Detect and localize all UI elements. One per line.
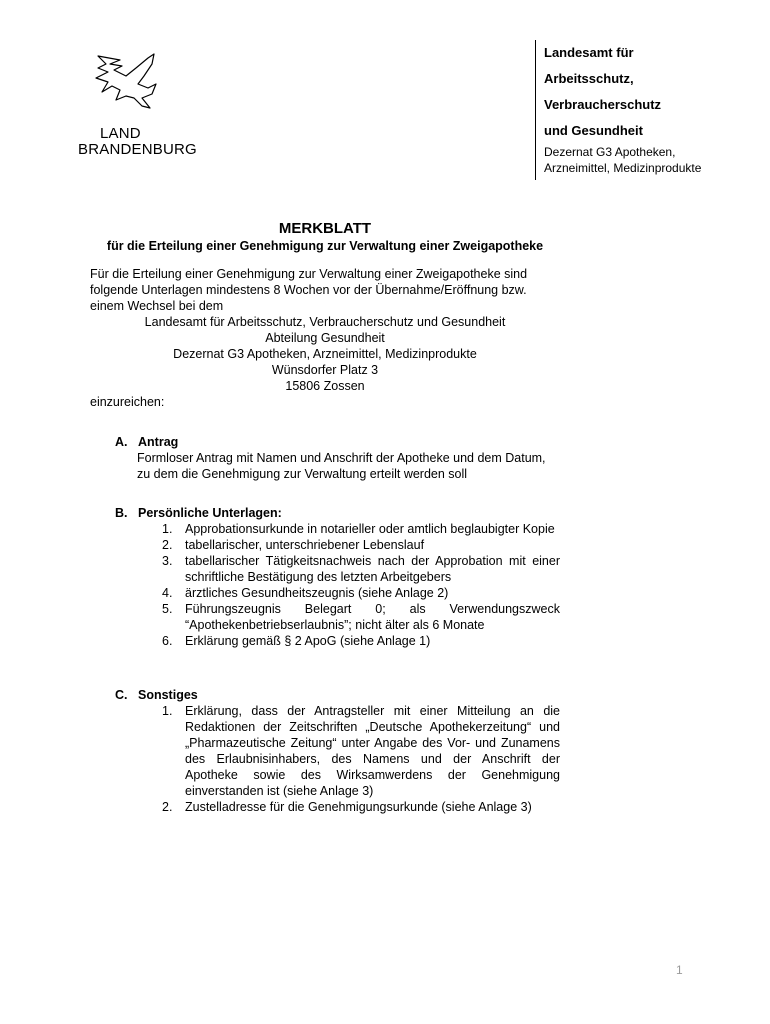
address-line: Landesamt für Arbeitsschutz, Verbraucherschutz und Gesundheit (144, 315, 506, 329)
sender-dezernat: Dezernat G3 Apotheken, (544, 145, 676, 159)
item-text: tabellarischer, unterschriebener Lebenslauf (185, 538, 425, 552)
item-number: 6. (162, 634, 173, 648)
sender-dezernat: Arzneimittel, Medizinprodukte (544, 161, 702, 175)
section-letter: A. (115, 435, 128, 449)
list-item (90, 799, 560, 815)
authority-address (90, 314, 560, 394)
item-number: 2. (162, 800, 173, 814)
page-number: 1 (676, 963, 683, 977)
item-number: 4. (162, 586, 173, 600)
intro-paragraph: Für die Erteilung einer Genehmigung zur Verwaltung einer Zweigapotheke sind folgende Unterlagen mindestens 8 Wochen vor der Übernahme/Eröffnung bzw. einem Wechsel bei dem (90, 267, 528, 313)
item-number: 1. (162, 704, 173, 718)
outro-paragraph: einzureichen: (90, 395, 165, 409)
section-b (90, 505, 560, 649)
item-text: ärztliches Gesundheitszeugnis (siehe Anlage 2) (185, 586, 449, 600)
document-title-block (90, 220, 560, 254)
section-heading: Sonstiges (138, 688, 198, 702)
list-item (90, 553, 560, 585)
list-item (90, 633, 560, 649)
sender-line: Arbeitsschutz, (544, 71, 634, 86)
section-letter: C. (115, 688, 128, 702)
item-text: tabellarischer Tätigkeitsnachweis nach der Approbation mit einer schriftliche Bestätigung des letzten Arbeitgebers (185, 554, 560, 584)
item-number: 2. (162, 538, 173, 552)
item-number: 1. (162, 522, 173, 536)
item-number: 5. (162, 602, 173, 616)
land-brandenburg-logo (78, 50, 218, 158)
address-line: Abteilung Gesundheit (265, 331, 385, 345)
section-a (90, 434, 560, 482)
section-letter: B. (115, 506, 128, 520)
sender-line: Landesamt für (544, 45, 634, 60)
item-text: Erklärung gemäß § 2 ApoG (siehe Anlage 1) (185, 634, 431, 648)
list-item (90, 703, 560, 799)
sender-block (535, 40, 755, 180)
item-text: Erklärung, dass der Antragsteller mit einer Mitteilung an die Redaktionen der Zeitschriften „Deutsche Apothekerzeitung“ und „Pharmazeutische Zeitung“ unter Angabe des Vor- und Zunamens des Erlaubnisinhabers, des Namens und der Anschrift der Apotheke sowie des Wirksamwerdens der Genehmigung einverstanden ist (siehe Anlage 3) (185, 704, 560, 798)
address-line: 15806 Zossen (285, 379, 365, 393)
list-item (90, 537, 560, 553)
sender-line: und Gesundheit (544, 123, 643, 138)
list-item (90, 521, 560, 537)
list-item (90, 585, 560, 601)
sender-line: Verbraucherschutz (544, 97, 662, 112)
item-text: Zustelladresse für die Genehmigungsurkunde (siehe Anlage 3) (185, 800, 532, 814)
list-item (90, 601, 560, 633)
logo-text-land: LAND (100, 125, 141, 142)
address-line: Dezernat G3 Apotheken, Arzneimittel, Medizinprodukte (173, 347, 477, 361)
logo-text-brandenburg: BRANDENBURG (78, 141, 197, 158)
document-body (90, 266, 560, 815)
section-text: Formloser Antrag mit Namen und Anschrift der Apotheke und dem Datum, zu dem die Genehmigung zur Verwaltung erteilt werden soll (137, 451, 546, 481)
item-text: Führungszeugnis Belegart 0; als Verwendungszweck “Apothekenbetriebserlaubnis”; nicht älter als 6 Monate (185, 602, 560, 632)
section-c (90, 687, 560, 815)
section-heading: Antrag (138, 435, 179, 449)
address-line: Wünsdorfer Platz 3 (271, 363, 379, 377)
document-title: MERKBLATT (278, 220, 372, 237)
item-number: 3. (162, 554, 173, 568)
document-subtitle: für die Erteilung einer Genehmigung zur Verwaltung einer Zweigapotheke (106, 239, 544, 253)
section-heading: Persönliche Unterlagen: (138, 506, 282, 520)
eagle-icon (92, 50, 172, 120)
item-text: Approbationsurkunde in notarieller oder amtlich beglaubigter Kopie (185, 522, 555, 536)
